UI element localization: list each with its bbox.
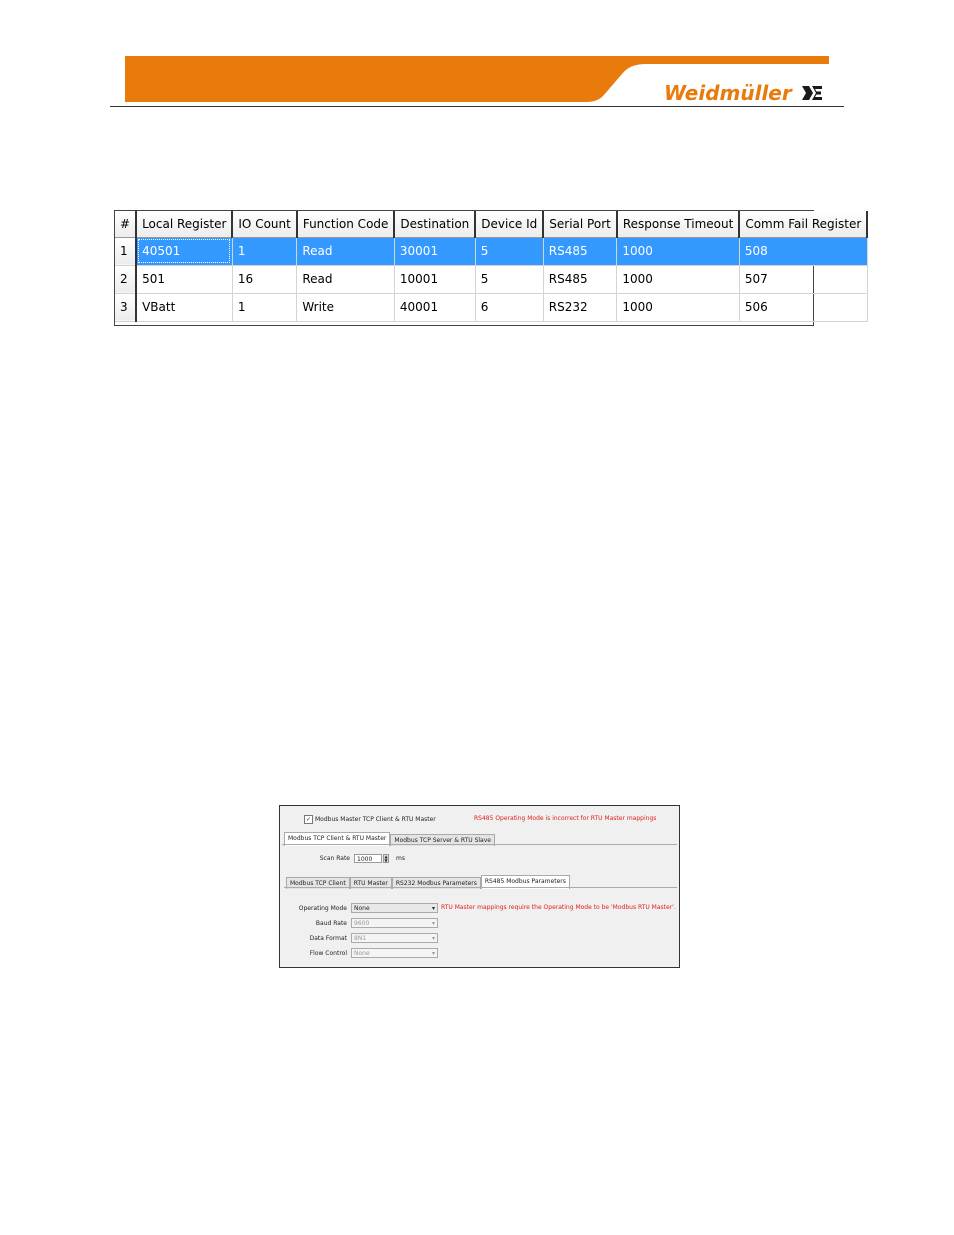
sub-tab-divider xyxy=(284,887,677,888)
scan-rate-spinner[interactable]: ▲ ▼ xyxy=(384,854,388,863)
cell-io-count[interactable]: 1 xyxy=(232,237,296,265)
scan-rate-label: Scan Rate xyxy=(319,855,350,862)
main-tab-divider xyxy=(282,844,677,845)
baud-rate-value: 9600 xyxy=(354,920,370,927)
row-number[interactable]: 2 xyxy=(115,265,136,293)
cell-response-timeout[interactable]: 1000 xyxy=(617,237,739,265)
row-number[interactable]: 3 xyxy=(115,293,136,321)
data-format-select[interactable] xyxy=(351,933,438,943)
baud-rate-label: Baud Rate xyxy=(315,920,347,927)
operating-mode-value: None xyxy=(354,905,370,912)
cell-destination[interactable]: 10001 xyxy=(394,265,475,293)
cell-local-register[interactable]: 501 xyxy=(136,265,232,293)
baud-rate-select[interactable] xyxy=(351,918,438,928)
data-format-label: Data Format xyxy=(309,935,347,942)
column-header[interactable]: Serial Port xyxy=(543,211,617,237)
flow-control-select[interactable] xyxy=(351,948,438,958)
brand-name: Weidmüller xyxy=(664,81,792,105)
chevron-down-icon: ▾ xyxy=(431,920,435,927)
cell-io-count[interactable]: 16 xyxy=(232,265,296,293)
scan-rate-input[interactable]: 1000 xyxy=(354,854,382,863)
column-header[interactable]: Destination xyxy=(394,211,475,237)
operating-mode-warning: RS485 Operating Mode is incorrect for RTU Master mappings xyxy=(474,815,657,822)
table-header-row xyxy=(115,211,867,237)
column-header[interactable]: IO Count xyxy=(232,211,296,237)
cell-comm-fail-register[interactable]: 508 xyxy=(739,237,867,265)
tab-tcp-server-rtu-slave[interactable]: Modbus TCP Server & RTU Slave xyxy=(390,834,495,846)
cell-local-register[interactable]: VBatt xyxy=(136,293,232,321)
column-header[interactable]: Local Register xyxy=(136,211,232,237)
flow-control-value: None xyxy=(354,950,370,957)
tab-tcp-client-rtu-master[interactable]: Modbus TCP Client & RTU Master xyxy=(284,832,390,846)
master-enable-checkbox[interactable]: ✓ xyxy=(305,816,312,823)
master-enable-row xyxy=(304,815,436,824)
cell-response-timeout[interactable]: 1000 xyxy=(617,293,739,321)
table-row[interactable] xyxy=(115,237,867,265)
weidmuller-logo xyxy=(664,80,824,106)
operating-mode-select[interactable] xyxy=(351,903,438,913)
tab-modbus-tcp-client[interactable]: Modbus TCP Client xyxy=(286,877,350,889)
tab-rs485-params[interactable]: RS485 Modbus Parameters xyxy=(481,875,570,889)
cell-local-register[interactable]: 40501 xyxy=(136,237,232,265)
cell-device-id[interactable]: 5 xyxy=(475,237,543,265)
cell-destination[interactable]: 40001 xyxy=(394,293,475,321)
column-header[interactable]: Device Id xyxy=(475,211,543,237)
tab-rs232-params[interactable]: RS232 Modbus Parameters xyxy=(392,877,481,889)
header-rule xyxy=(110,106,844,107)
cell-io-count[interactable]: 1 xyxy=(232,293,296,321)
flow-control-label: Flow Control xyxy=(309,950,347,957)
mapping-table-screenshot xyxy=(114,210,862,326)
cell-function-code[interactable]: Read xyxy=(297,237,395,265)
column-header[interactable]: # xyxy=(115,211,136,237)
row-number[interactable]: 1 xyxy=(115,237,136,265)
column-header[interactable]: Comm Fail Register xyxy=(739,211,867,237)
cell-destination[interactable]: 30001 xyxy=(394,237,475,265)
table-row[interactable] xyxy=(115,265,867,293)
tab-rtu-master[interactable]: RTU Master xyxy=(350,877,392,889)
cell-function-code[interactable]: Write xyxy=(297,293,395,321)
chevron-down-icon: ▾ xyxy=(431,935,435,942)
cell-device-id[interactable]: 5 xyxy=(475,265,543,293)
column-header[interactable]: Response Timeout xyxy=(617,211,739,237)
data-format-value: 8N1 xyxy=(354,935,367,942)
operating-mode-label: Operating Mode xyxy=(298,905,347,912)
cell-serial-port[interactable]: RS485 xyxy=(543,265,617,293)
table-row[interactable] xyxy=(115,293,867,321)
cell-function-code[interactable]: Read xyxy=(297,265,395,293)
mapping-table xyxy=(115,211,868,322)
scan-rate-unit: ms xyxy=(396,855,405,862)
cell-comm-fail-register[interactable]: 506 xyxy=(739,293,867,321)
chevron-down-icon: ▾ xyxy=(431,905,435,912)
column-header[interactable]: Function Code xyxy=(297,211,395,237)
operating-mode-error: RTU Master mappings require the Operating Mode to be 'Modbus RTU Master'. xyxy=(441,904,676,911)
cell-device-id[interactable]: 6 xyxy=(475,293,543,321)
cell-response-timeout[interactable]: 1000 xyxy=(617,265,739,293)
weidmuller-logo-icon xyxy=(800,83,824,103)
master-enable-label: Modbus Master TCP Client & RTU Master xyxy=(315,816,436,823)
modbus-config-panel xyxy=(279,805,680,968)
cell-serial-port[interactable]: RS232 xyxy=(543,293,617,321)
cell-serial-port[interactable]: RS485 xyxy=(543,237,617,265)
chevron-down-icon: ▾ xyxy=(431,950,435,957)
cell-comm-fail-register[interactable]: 507 xyxy=(739,265,867,293)
